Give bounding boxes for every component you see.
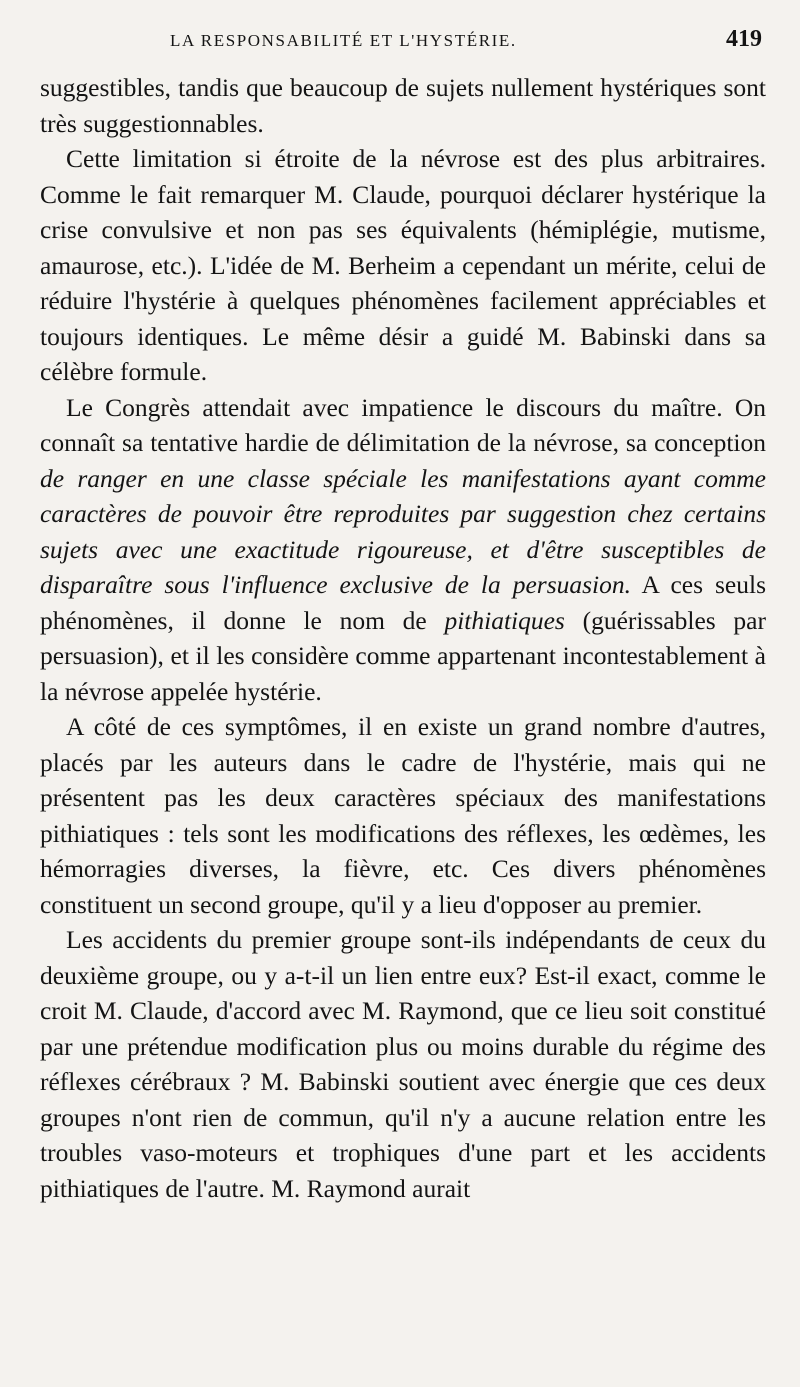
text-run: (guérissables par persuasion), et il les considère comme appartenant incontestablement à la névrose appelée hystérie.: [40, 605, 766, 706]
italic-text: pithiatiques: [444, 605, 565, 635]
running-title: LA RESPONSABILITÉ ET L'HYSTÉRIE.: [170, 31, 517, 50]
text-run: Les accidents du premier groupe sont-ils indépendants de ceux du deuxième groupe, ou y a-t-il un lien entre eux? Est-il exact, comme le croit M. Claude, d'accord avec M. Raymond, que ce lieu soit constitué par une prétendue modification plus ou moins durable du régime des réflexes cérébraux ? M. Babinski soutient avec énergie que ces deux groupes n'ont rien de commun, qu'il n'y a aucune relation entre les troubles vaso-moteurs et trophiques d'une part et les accidents pithiatiques de l'autre. M. Raymond aurait: [40, 925, 766, 1203]
paragraph: [40, 390, 766, 710]
running-head: [40, 26, 766, 70]
page-number: 419: [726, 26, 762, 52]
text-run: A côté de ces symptômes, il en existe un grand nombre d'autres, placés par les auteurs dans le cadre de l'hystérie, mais qui ne présentent pas les deux caractères spéciaux des manifestations pithiatiques : tels sont les modifications des réflexes, les œdèmes, les hémorragies diverses, la fièvre, etc. Ces divers phénomènes constituent un second groupe, qu'il y a lieu d'opposer au premier.: [40, 712, 766, 919]
text-run: Cette limitation si étroite de la névrose est des plus arbitraires. Comme le fait remarquer M. Claude, pourquoi déclarer hystérique la crise convulsive et non pas ses équivalents (hémiplégie, mutisme, amaurose, etc.). L'idée de M. Berheim a cependant un mérite, celui de réduire l'hystérie à quelques phénomènes facilement appréciables et toujours identiques. Le même désir a guidé M. Babinski dans sa célèbre formule.: [40, 144, 766, 386]
text-run: Le Congrès attendait avec impatience le discours du maître. On connaît sa tentative hardie de délimitation de la névrose, sa conception: [40, 392, 766, 457]
body-text: [40, 70, 766, 1206]
italic-text: de ranger en une classe spéciale les manifestations ayant comme caractères de pouvoir être reproduites par suggestion chez certains sujets avec une exactitude rigoureuse, et d'être susceptibles de disparaître sous l'influence exclusive de la persuasion.: [40, 463, 766, 599]
paragraph: [40, 141, 766, 390]
paragraph: [40, 70, 766, 141]
paragraph: [40, 709, 766, 922]
paragraph: [40, 922, 766, 1206]
text-run: A ces seuls phénomènes, il donne le nom de: [40, 570, 766, 635]
text-run: suggestibles, tandis que beaucoup de sujets nullement hystériques sont très suggestionnables.: [40, 73, 766, 138]
